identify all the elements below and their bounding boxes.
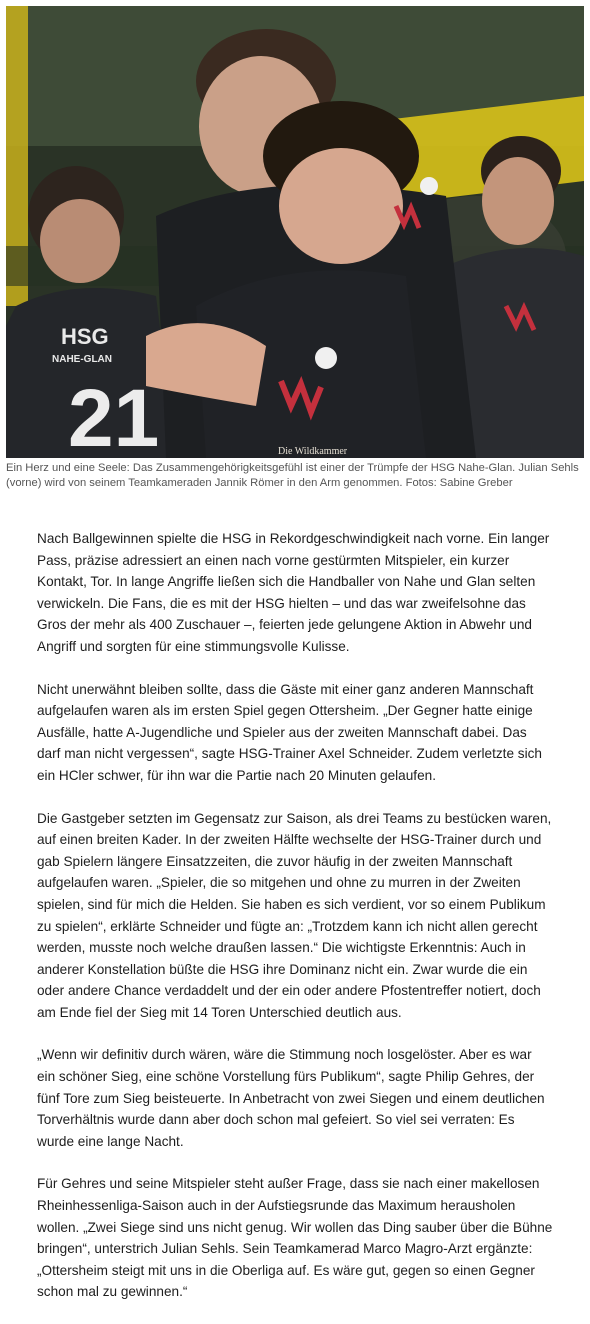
jersey-number: 21 (68, 373, 160, 458)
article-body (37, 528, 553, 1324)
paragraph-2: Nicht unerwähnt bleiben sollte, dass die Gäste mit einer ganz anderen Mannschaft aufgelaufen waren als im ersten Spiel gegen Ottersheim. „Der Gegner hatte einige Ausfälle, hatte A-Jugendliche und Spieler aus der zweiten Mannschaft dabei. Das darf man nicht vergessen“, sagte HSG-Trainer Axel Schneider. Zudem verletzte sich ein HCler schwer, für ihn war die Partie nach 20 Minuten gelaufen. (37, 681, 542, 783)
paragraph-4: „Wenn wir definitiv durch wären, wäre die Stimmung noch losgelöster. Aber es war ein schöner Sieg, eine schöne Vorstellung fürs Publikum“, sagte Philip Gehres, der fünf Tore zum Sieg beisteuerte. In Anbetracht von zwei Siegen und einem deutlichen Torverhältnis wurde dann aber doch schon mal gefeiert. So viel sei verraten: Es wurde eine lange Nacht. (37, 1047, 545, 1149)
jersey-text-left: HSG (61, 324, 109, 349)
paragraph-3: Die Gastgeber setzten im Gegensatz zur Saison, als drei Teams zu bestücken waren, auf einen breiten Kader. In der zweiten Hälfte wechselte der HSG-Trainer durch und gab Spielern längere Einsatzzeiten, die zuvor häufig in der zweiten Mannschaft aufgelaufen waren. „Spieler, die so mitgehen und ohne zu murren in der Zweiten spielen, sind für mich die Helden. Sie haben es sich verdient, vor so einem Publikum zu spielen“, erklärte Schneider und fügte an: „Trotzdem kann ich nicht allen gerecht werden, musste noch welche draußen lassen.“ Die wichtigste Erkenntnis: Auch in anderer Konstellation büßte die HSG ihre Dominanz nicht ein. Zwar wurde die ein oder andere Chance verdaddelt und der ein oder andere Pfostentreffer notiert, doch am Ende fiel der Sieg mit 14 Toren Unterschied deutlich aus. (37, 810, 552, 1020)
article-photo (6, 6, 584, 458)
sponsor-text: Die Wildkammer (278, 446, 348, 457)
photo-caption: Ein Herz und eine Seele: Das Zusammengehörigkeitsgefühl ist einer der Trümpfe der HSG Nahe-Glan. Julian Sehls (vorne) wird von seinem Teamkameraden Jannik Römer in den Arm genommen. Fotos: Sabine Greber (6, 462, 579, 489)
paragraph-5: Für Gehres und seine Mitspieler steht außer Frage, dass sie nach einer makellosen Rheinhessenliga-Saison auch in der Aufstiegsrunde das Maximum herausholen wollen. „Zwei Siege sind uns nicht genug. Wir wollen das Ding sauber über die Bühne bringen“, unterstrich Julian Sehls. Sein Teamkamerad Marco Magro-Arzt ergänzte: „Ottersheim steigt mit uns in die Oberliga auf. Es wäre gut, gegen so einen Gegner schon mal zu gewinnen.“ (37, 1176, 553, 1300)
photo-illustration (6, 6, 584, 458)
paragraph-1: Nach Ballgewinnen spielte die HSG in Rekordgeschwindigkeit nach vorne. Ein langer Pass, präzise adressiert an einen nach vorne gestürmten Mitspieler, ein kurzer Kontakt, Tor. In lange Angriffe ließen sich die Handballer von Nahe und Glan selten verwickeln. Die Fans, die es mit der HSG hielten – und das war zweifelsohne das Gros der mehr als 400 Zuschauer –, feierten jede gelungene Aktion in Abwehr und Angriff und sorgten für eine stimmungsvolle Kulisse. (37, 531, 550, 654)
jersey-subtext-left: NAHE-GLAN (52, 354, 112, 365)
